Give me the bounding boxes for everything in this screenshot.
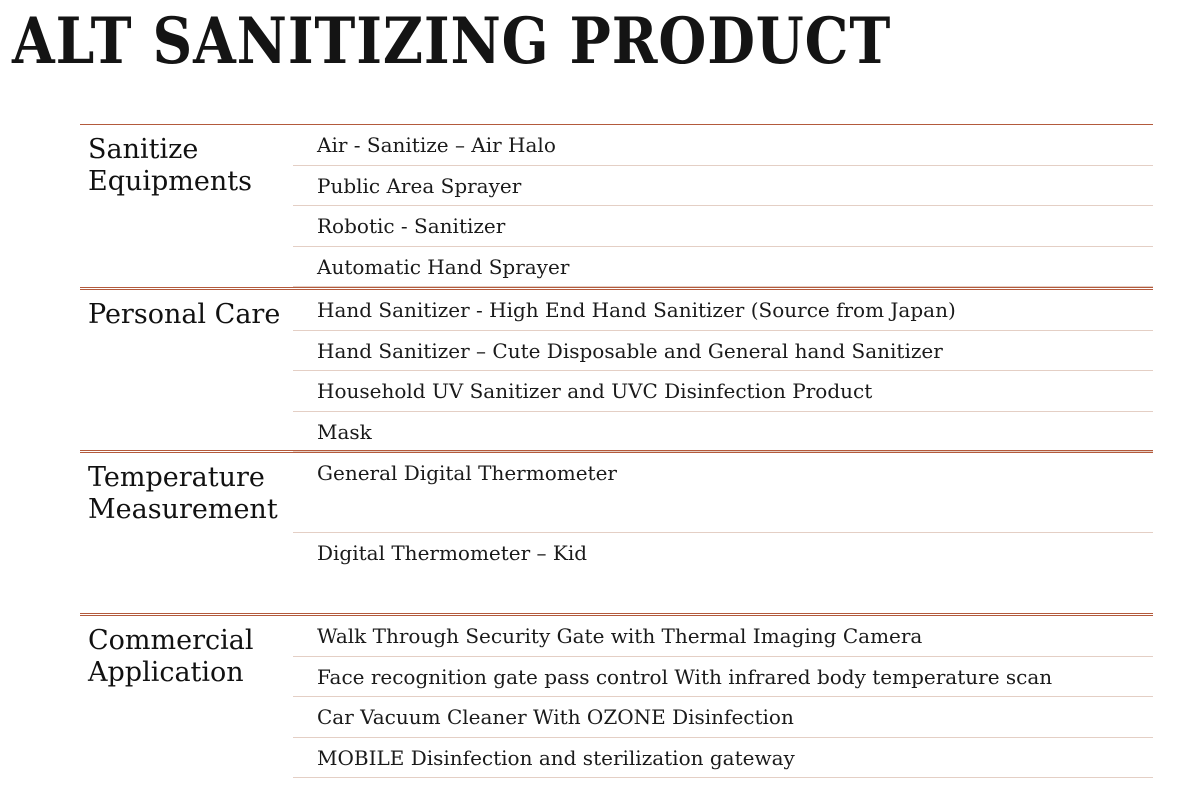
list-item: Hand Sanitizer – Cute Disposable and General hand Sanitizer xyxy=(293,331,1153,372)
category-group-commercial-application xyxy=(80,613,1153,775)
product-category-list xyxy=(80,124,1153,775)
list-item: Walk Through Security Gate with Thermal Imaging Camera xyxy=(293,616,1153,657)
list-item: Robotic - Sanitizer xyxy=(293,206,1153,247)
page-title: ALT SANITIZING PRODUCT xyxy=(12,4,892,79)
category-label: Personal Care xyxy=(88,299,281,330)
category-item-list xyxy=(293,125,1153,287)
list-item: Automatic Hand Sprayer xyxy=(293,247,1153,288)
category-label: Sanitize Equipments xyxy=(88,134,252,197)
category-item-list xyxy=(293,290,1153,450)
category-item-list xyxy=(293,616,1153,775)
category-item-list xyxy=(293,453,1153,613)
list-item: MOBILE Disinfection and sterilization gateway xyxy=(293,738,1153,779)
category-group-temperature-measurement xyxy=(80,450,1153,613)
list-item: Mask xyxy=(293,412,1153,453)
list-item: Car Vacuum Cleaner With OZONE Disinfection xyxy=(293,697,1153,738)
category-label: Commercial Application xyxy=(88,625,254,688)
list-item: Household UV Sanitizer and UVC Disinfection Product xyxy=(293,371,1153,412)
list-item: General Digital Thermometer xyxy=(293,453,1153,533)
list-item: Digital Thermometer – Kid xyxy=(317,541,588,565)
list-item: Air - Sanitize – Air Halo xyxy=(293,125,1153,166)
category-group-personal-care xyxy=(80,287,1153,450)
category-label: Temperature Measurement xyxy=(88,462,278,525)
list-item: Face recognition gate pass control With infrared body temperature scan xyxy=(293,657,1153,698)
list-item: Hand Sanitizer - High End Hand Sanitizer (Source from Japan) xyxy=(293,290,1153,331)
category-group-sanitize-equipments xyxy=(80,124,1153,287)
list-item: Public Area Sprayer xyxy=(293,166,1153,207)
